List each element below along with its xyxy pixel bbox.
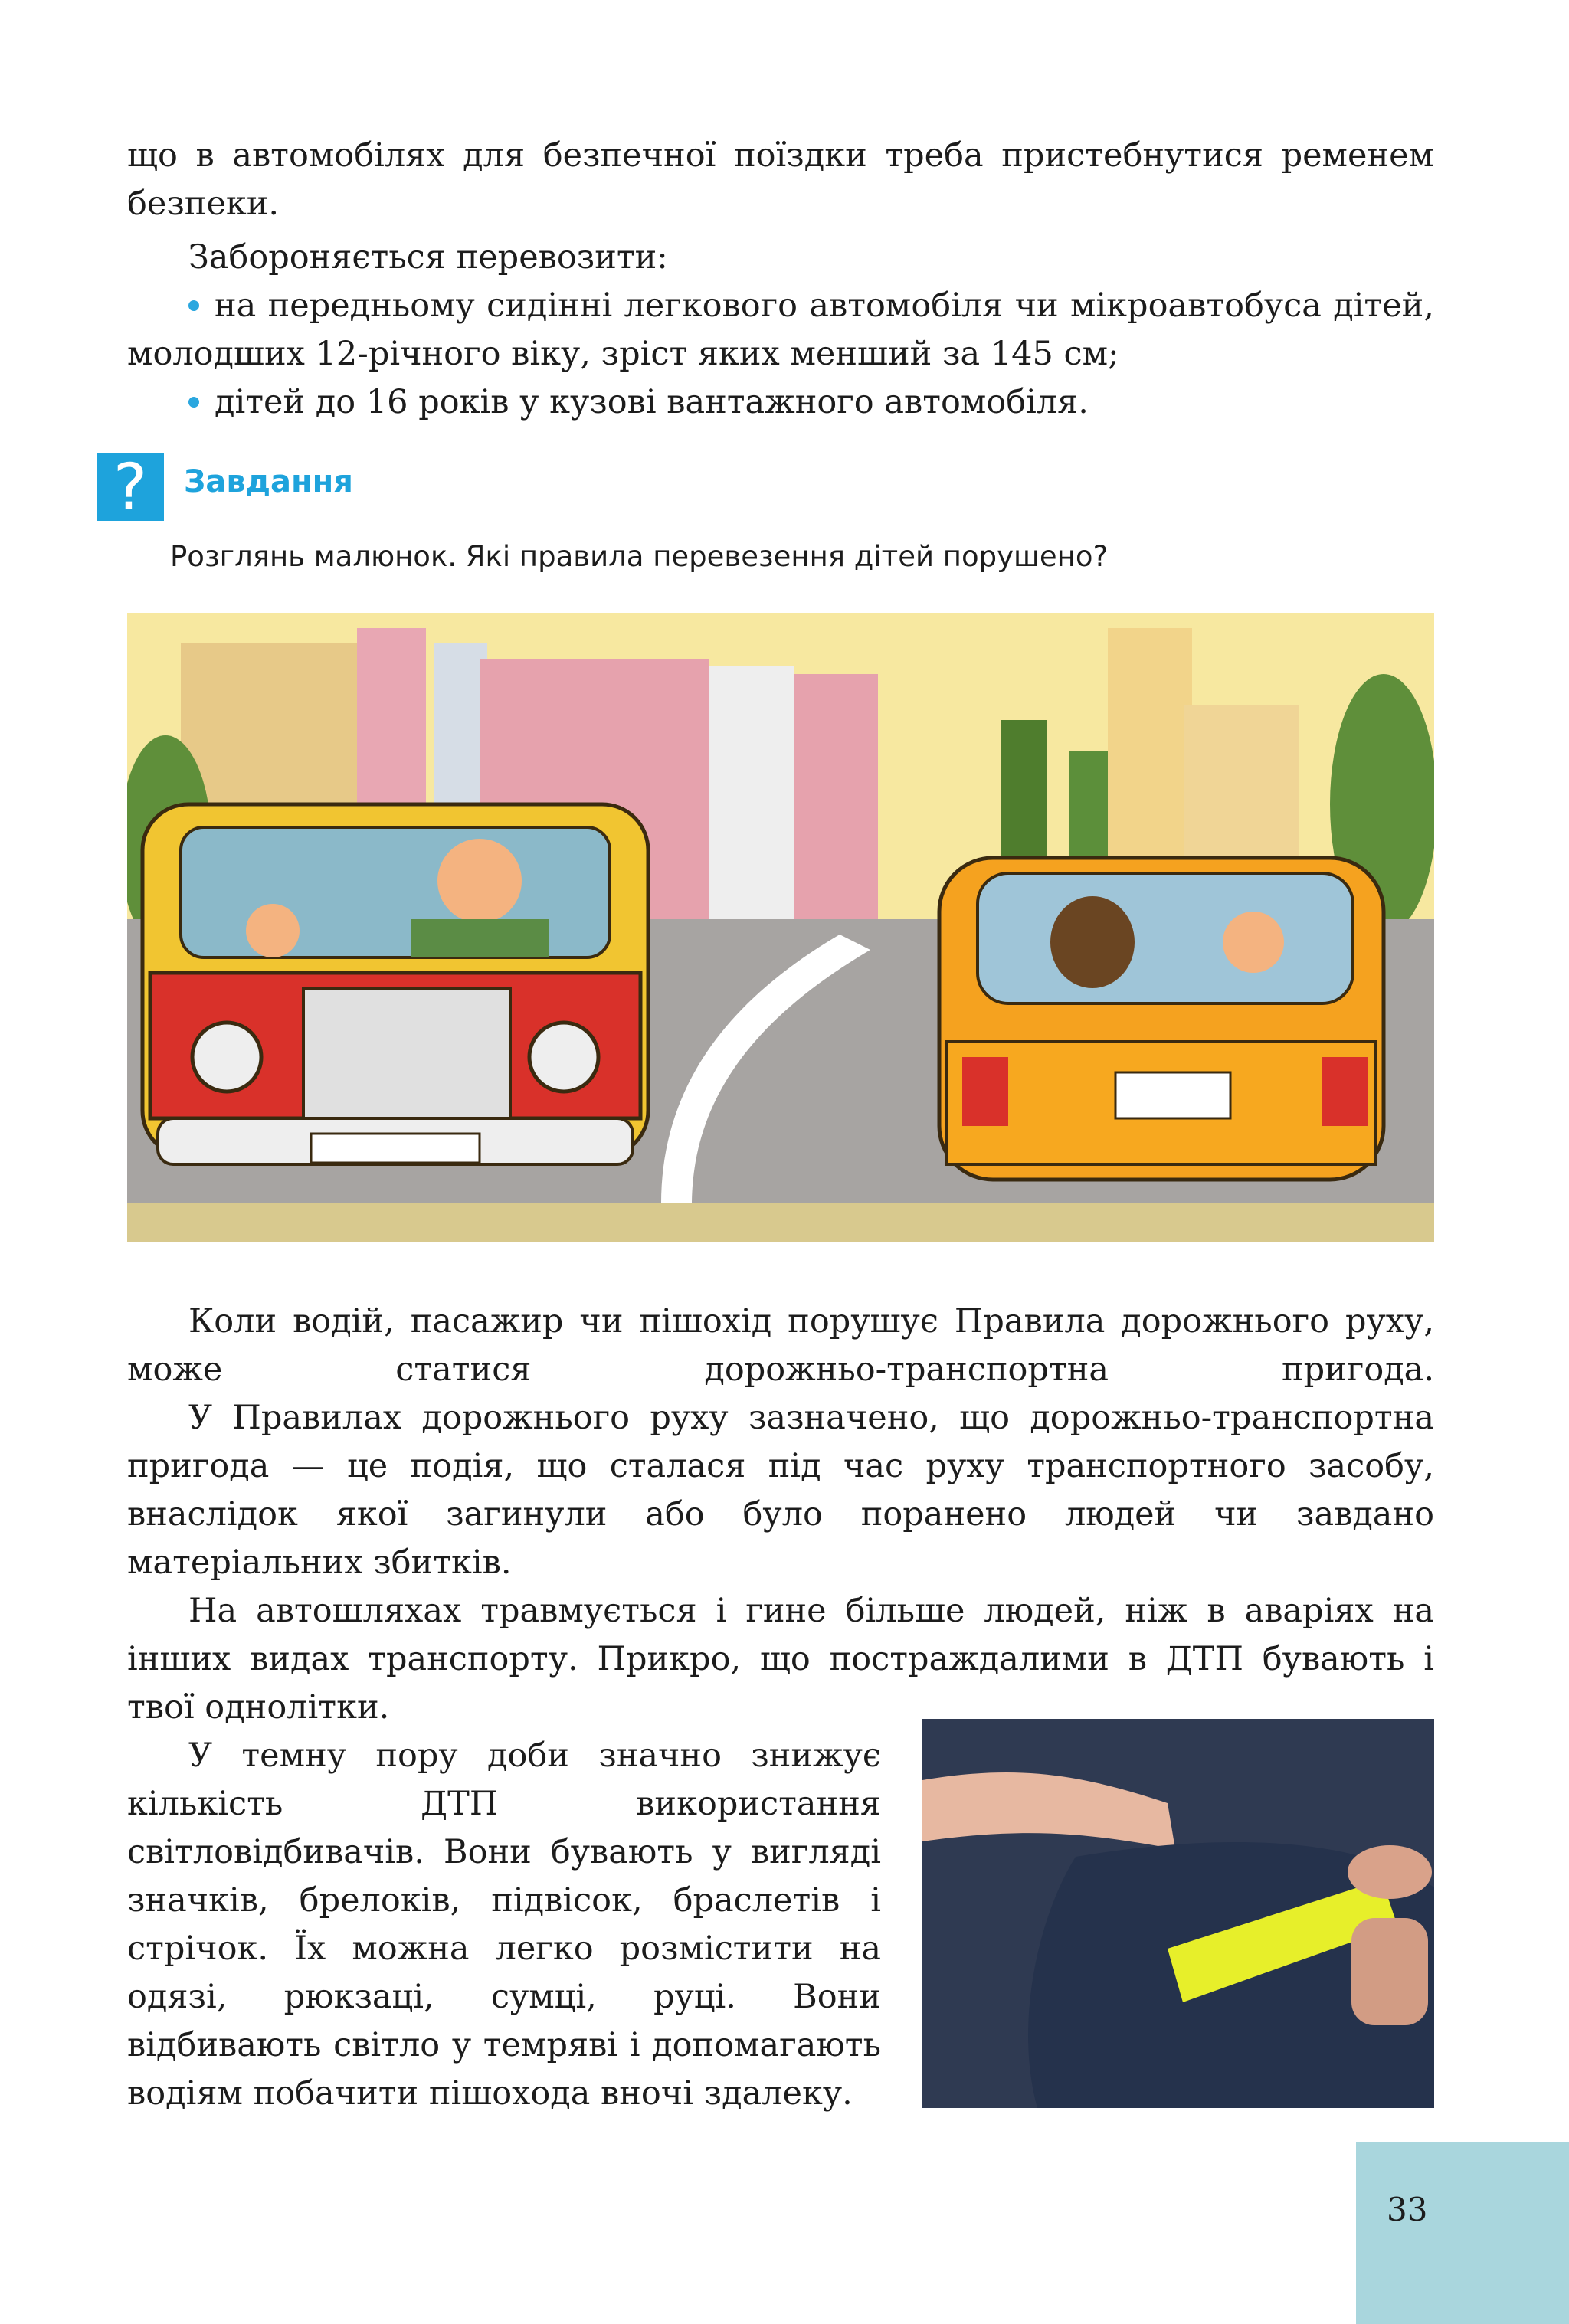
task-text: Розглянь малюнок. Які правила перевезення дітей порушено? — [170, 540, 1109, 573]
paragraph-injuries: На автошляхах травмується і гине більше людей, ніж в аваріях на інших видах транспорту. Прикро, що постраждалими в ДТП бувають і твої однолітки. — [127, 1592, 1434, 1727]
photo-reflective-band — [922, 1719, 1434, 2108]
page-number: 33 — [1387, 2191, 1428, 2228]
bullet-item-truck: дітей до 16 років у кузові вантажного автомобіля. — [127, 378, 1434, 427]
illustration-cars — [127, 613, 1434, 1242]
paragraph-seatbelt: що в автомобілях для безпечної поїздки треба пристебнутися ременем безпеки. — [127, 136, 1434, 223]
paragraph-forbidden-heading: Забороняється перевозити: — [188, 238, 668, 277]
page-tab — [1356, 2142, 1569, 2324]
paragraph-accident: Коли водій, пасажир чи пішохід порушує Правила дорожнього руху, може статися дорожньо-транспортна пригода. — [127, 1302, 1434, 1389]
bullet-icon — [188, 286, 215, 325]
paragraph-definition: У Правилах дорожнього руху зазначено, що дорожньо-транспортна пригода — це подія, що сталася під час руху транспортного засобу, внаслідок якої загинули або було поранено людей чи завдано матеріальних збитків. — [127, 1399, 1434, 1582]
paragraph-reflectors: У темну пору доби значно знижує кількість ДТП використання світловідбивачів. Вони бувають у вигляді значків, брелоків, підвісок, браслетів і стрічок. Їх можна легко розмістити на одязі, рюкзаці, сумці, руці. Вони відбивають світло у темряві і допомагають водіям побачити пішохода вночі здалеку. — [127, 1736, 881, 2113]
question-icon: ? — [97, 453, 164, 521]
bullet-icon — [188, 383, 215, 421]
bullet-item-front-seat: на передньому сидінні легкового автомобіля чи мікроавтобуса дітей, молодших 12-річного віку, зріст яких менший за 145 см; — [127, 286, 1434, 373]
task-title: Завдання — [184, 464, 353, 499]
